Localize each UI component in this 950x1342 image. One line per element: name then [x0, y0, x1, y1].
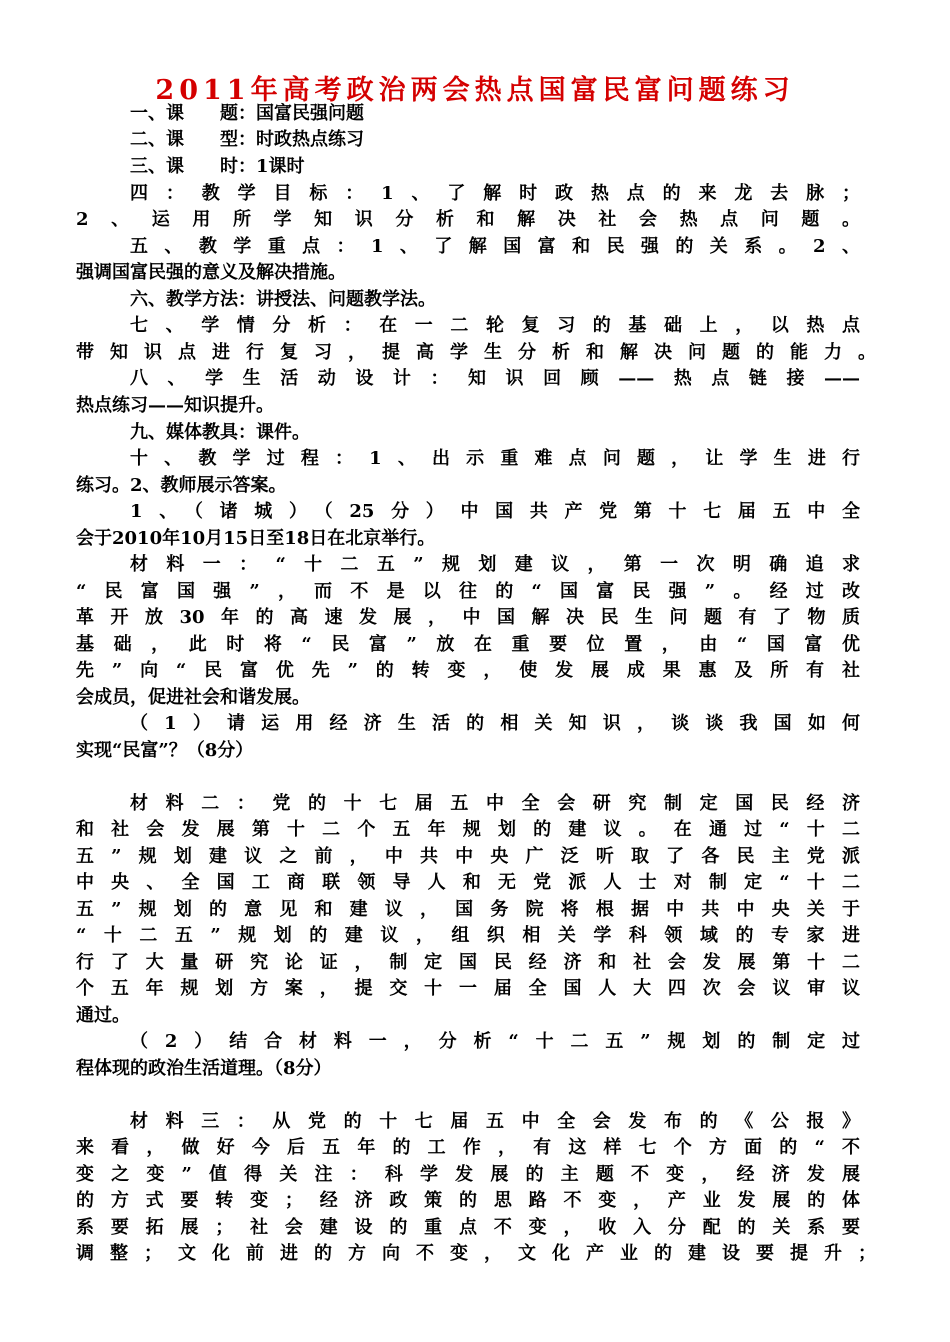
text-line: 五”规划的意见和建议，国务院将根据中共中央关于: [76, 899, 860, 920]
text-line: 九、媒体教具：课件。: [130, 422, 310, 443]
text-line: 1、（诸城）（25分）中国共产党第十七届五中全: [130, 501, 860, 522]
text-line: （1）请运用经济生活的相关知识，谈谈我国如何: [130, 713, 860, 734]
text-line: 行了大量研究论证，制定国民经济和社会发展第十二: [76, 952, 860, 973]
document-title: 2011年高考政治两会热点国富民富问题练习: [155, 75, 795, 106]
text-line: 个五年规划方案，提交十一届全国人大四次会议审议: [76, 978, 860, 999]
text-line: （2）结合材料一，分析“十二五”规划的制定过: [130, 1031, 860, 1052]
text-line: 革开放30年的高速发展，中国解决民生问题有了物质: [76, 607, 860, 628]
text-line: “民富国强”，而不是以往的“国富民强”。经过改: [76, 581, 860, 602]
text-line: 四：教学目标：1、了解时政热点的来龙去脉；: [130, 183, 860, 204]
text-line: 系要拓展；社会建设的重点不变，收入分配的关系要: [76, 1217, 860, 1238]
text-line: 实现“民富”？（8分）: [76, 740, 254, 761]
text-line: 七、学情分析：在一二轮复习的基础上，以热点: [130, 315, 860, 336]
text-line: 五、教学重点：1、了解国富和民强的关系。2、: [130, 236, 860, 257]
text-line: 材料三：从党的十七届五中全会发布的《公报》: [130, 1111, 860, 1132]
text-line: 通过。: [76, 1005, 130, 1026]
text-line: 带知识点进行复习，提高学生分析和解决问题的能力。: [76, 342, 876, 363]
text-line: 中央、全国工商联领导人和无党派人士对制定“十二: [76, 872, 860, 893]
text-line: 材料二：党的十七届五中全会研究制定国民经济: [130, 793, 860, 814]
text-line: 2、运用所学知识分析和解决社会热点问题。: [76, 209, 860, 230]
text-line: 练习。2、教师展示答案。: [76, 475, 287, 496]
text-line: 十、教学过程：1、出示重难点问题，让学生进行: [130, 448, 860, 469]
text-line: 三、课 时：1课时: [130, 156, 305, 177]
text-line: 来看，做好今后五年的工作，有这样七个方面的“不: [76, 1137, 860, 1158]
text-line: 一、课 题：国富民强问题: [130, 103, 364, 124]
text-line: 和社会发展第十二个五年规划的建议。在通过“十二: [76, 819, 860, 840]
text-line: 变之变”值得关注：科学发展的主题不变，经济发展: [76, 1164, 860, 1185]
text-line: 材料一：“十二五”规划建议，第一次明确追求: [130, 554, 860, 575]
text-line: 强调国富民强的意义及解决措施。: [76, 262, 346, 283]
text-line: 调整；文化前进的方向不变，文化产业的建设要提升；: [76, 1243, 876, 1264]
text-line: 八、学生活动设计：知识回顾——热点链接——: [130, 368, 860, 389]
text-line: 先”向“民富优先”的转变，使发展成果惠及所有社: [76, 660, 860, 681]
text-line: “十二五”规划的建议，组织相关学科领域的专家进: [76, 925, 860, 946]
text-line: 会成员，促进社会和谐发展。: [76, 687, 310, 708]
text-line: 二、课 型：时政热点练习: [130, 129, 364, 150]
text-line: 五”规划建议之前，中共中央广泛听取了各民主党派: [76, 846, 860, 867]
text-line: 会于2010年10月15日至18日在北京举行。: [76, 528, 436, 549]
text-line: 基础，此时将“民富”放在重要位置，由“国富优: [76, 634, 860, 655]
text-line: 六、教学方法：讲授法、问题教学法。: [130, 289, 436, 310]
text-line: 热点练习——知识提升。: [76, 395, 274, 416]
text-line: 程体现的政治生活道理。（8分）: [76, 1058, 332, 1079]
text-line: 的方式要转变；经济政策的思路不变，产业发展的体: [76, 1190, 860, 1211]
